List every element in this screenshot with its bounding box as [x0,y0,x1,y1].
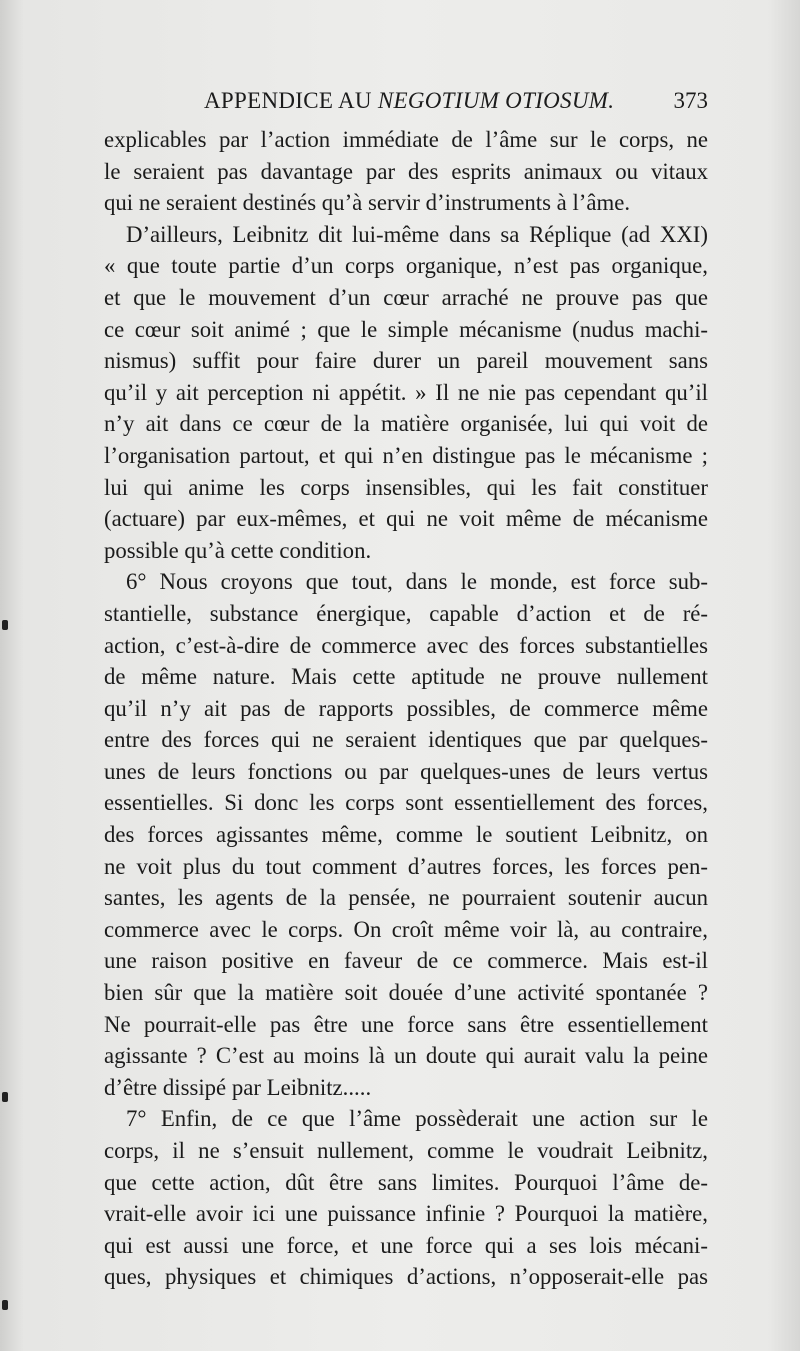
text-line: essentielles. Si donc les corps sont essentiellement des forces, [104,790,708,816]
text-line: unes de leurs fonctions ou par quelques-unes de leurs vertus [104,758,708,784]
text-line: de même nature. Mais cette aptitude ne prouve nullement [104,664,708,690]
text-line: possible qu’à cette condition. [104,537,372,563]
body-text [104,124,708,1293]
text-line: stantielle, substance énergique, capable d’action et de ré- [104,600,708,626]
text-line: ce cœur soit animé ; que le simple mécanisme (nudus machi- [104,316,708,342]
text-line: ques, physiques et chimiques d’actions, n’opposerait-elle pas [104,1264,708,1290]
text-line: et que le mouvement d’un cœur arraché ne prouve pas que [104,284,708,310]
running-head-italic: NEGOTIUM OTIOSUM. [377,88,615,113]
text-line: le seraient pas davantage par des esprits animaux ou vitaux [104,158,708,184]
text-line: commerce avec le corps. On croît même voir là, au contraire, [104,916,708,942]
text-line: corps, il ne s’ensuit nullement, comme le voudrait Leibnitz, [104,1138,708,1163]
page-number: 373 [673,88,708,113]
text-line: d’être dissipé par Leibnitz..... [104,1074,372,1100]
text-line: entre des forces qui ne seraient identiques que par quelques- [104,727,708,753]
text-line: qu’il y ait perception ni appétit. » Il ne nie pas cependant qu’il [104,379,708,405]
text-line: D’ailleurs, Leibnitz dit lui-même dans sa Réplique (ad XXI) [126,221,708,247]
text-line: explicables par l’action immédiate de l’âme sur le corps, ne [104,127,708,152]
text-line: n’y ait dans ce cœur de la matière organisée, lui qui voit de [104,411,708,437]
text-line: santes, les agents de la pensée, ne pourraient soutenir aucun [104,885,708,911]
margin-mark [2,620,8,630]
text-line: (actuare) par eux-mêmes, et qui ne voit même de mécanisme [104,506,708,532]
text-line: « que toute partie d’un corps organique, n’est pas organique, [104,253,708,279]
text-line: bien sûr que la matière soit douée d’une activité spontanée ? [104,980,708,1006]
text-line: 7° Enfin, de ce que l’âme possèderait une action sur le [126,1106,708,1132]
running-head-prefix: APPENDICE AU [204,88,378,113]
running-head [204,88,614,114]
margin-mark [2,1300,8,1310]
text-line: des forces agissantes même, comme le soutient Leibnitz, on [104,822,708,848]
text-line: vrait-elle avoir ici une puissance infinie ? Pourquoi la matière, [104,1201,708,1227]
page-header [104,88,708,120]
text-line: qui ne seraient destinés qu’à servir d’instruments à l’âme. [104,190,631,216]
text-line: une raison positive en faveur de ce commerce. Mais est-il [104,948,708,974]
text-line: 6° Nous croyons que tout, dans le monde, est force sub- [126,569,708,595]
margin-mark [2,1092,8,1102]
text-line: action, c’est-à-dire de commerce avec des forces substantielles [104,632,708,658]
text-line: qui est aussi une force, et une force qui a ses lois mécani- [104,1232,708,1258]
text-line: ne voit plus du tout comment d’autres forces, les forces pen- [104,853,708,879]
text-line: lui qui anime les corps insensibles, qui les fait constituer [104,474,708,500]
text-line: que cette action, dût être sans limites. Pourquoi l’âme de- [104,1169,708,1195]
text-line: Ne pourrait-elle pas être une force sans être essentiellement [104,1011,708,1037]
text-line: nismus) suffit pour faire durer un pareil mouvement sans [104,348,708,374]
text-line: qu’il n’y ait pas de rapports possibles, de commerce même [104,695,708,721]
text-line: agissante ? C’est au moins là un doute qui aurait valu la peine [104,1043,708,1069]
text-line: l’organisation partout, et qui n’en distingue pas le mécanisme ; [104,442,708,468]
